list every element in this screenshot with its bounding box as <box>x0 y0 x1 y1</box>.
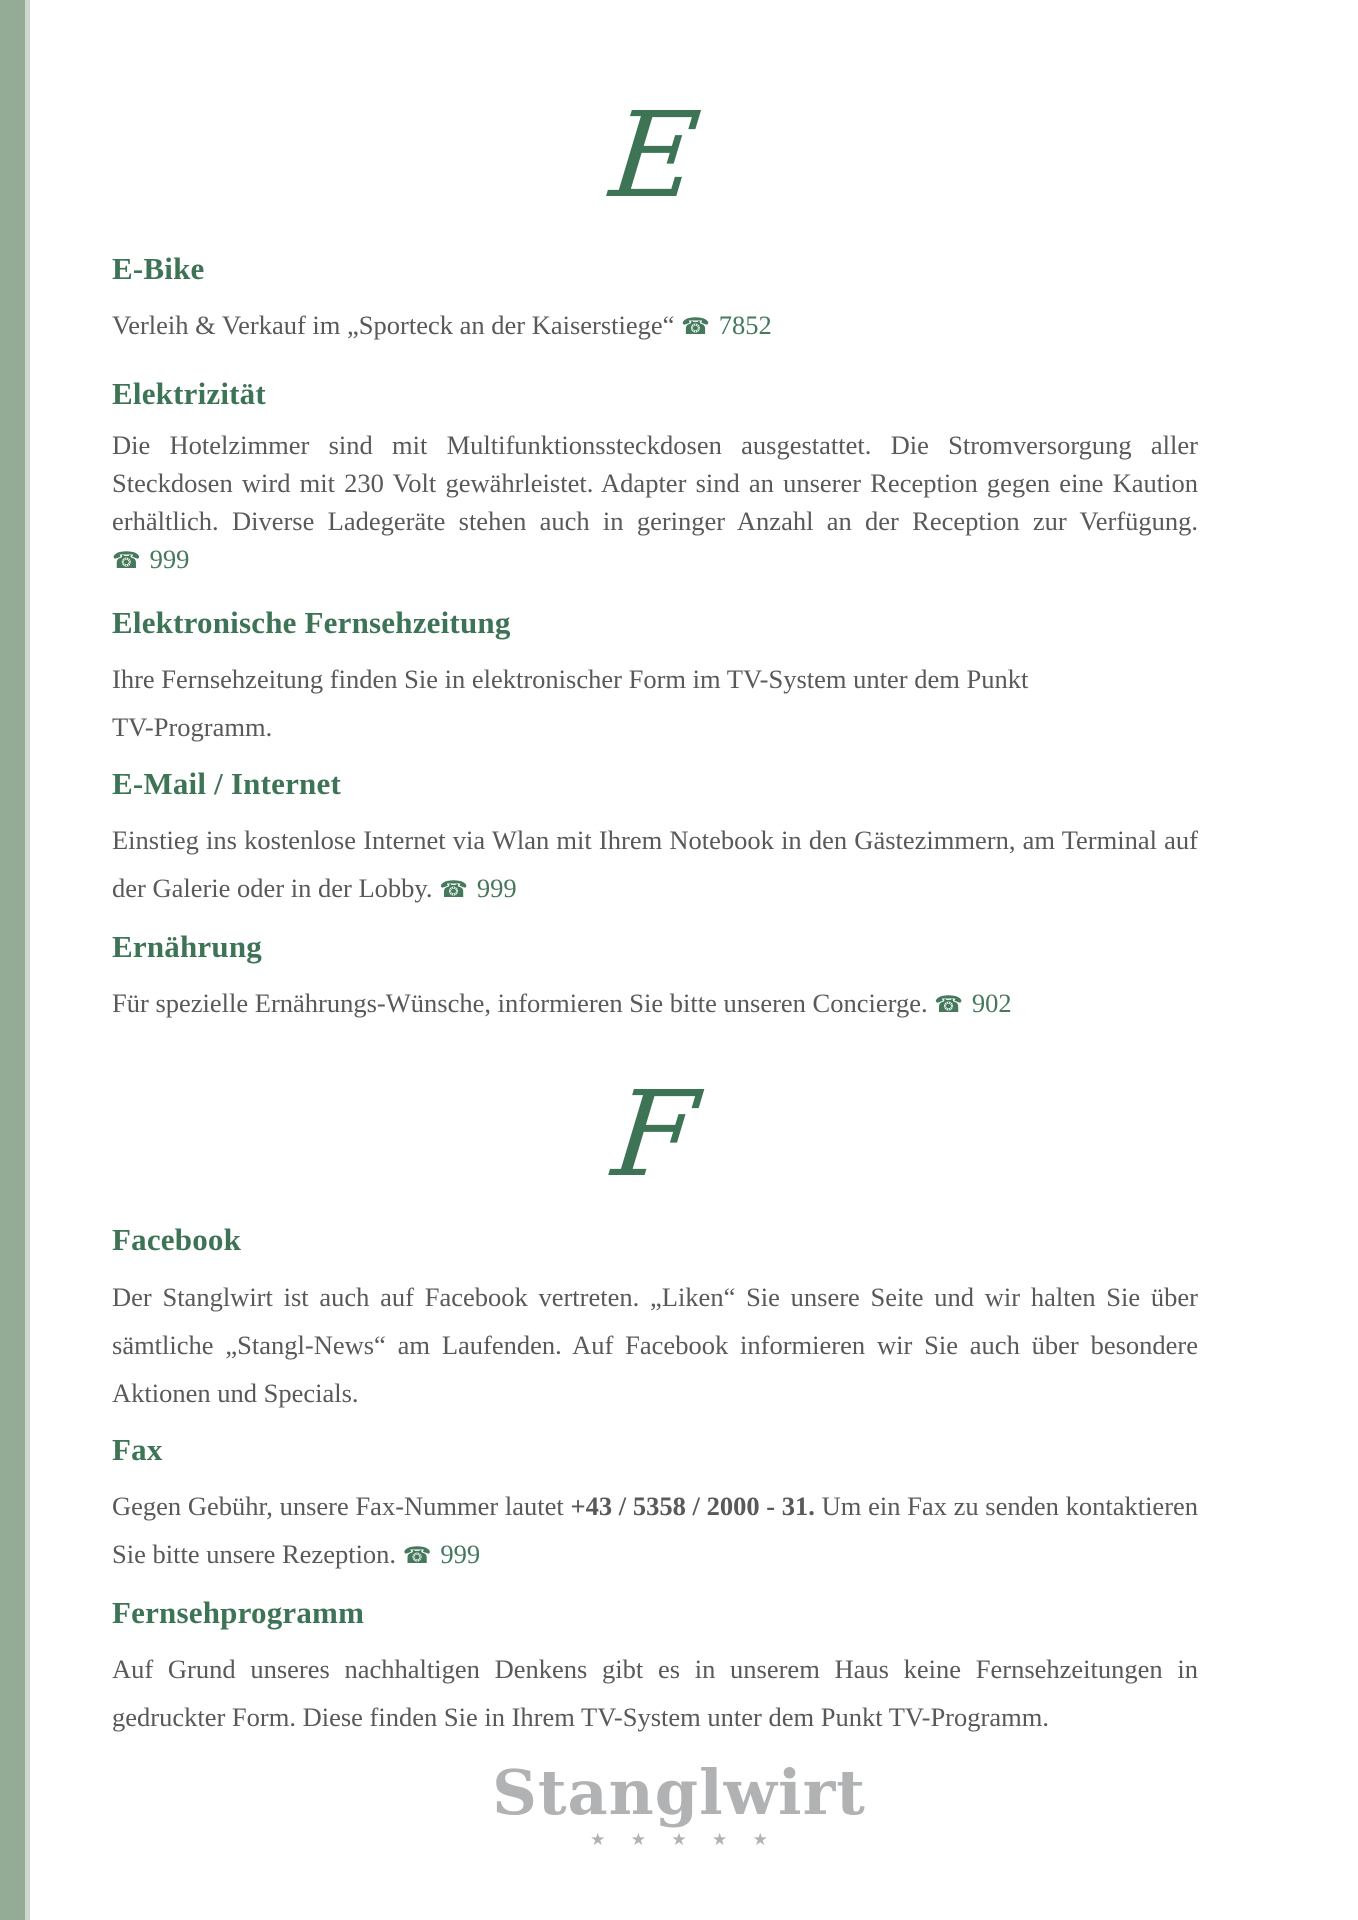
divider-letter-e: E <box>604 86 706 224</box>
section-heading-email-internet: E-Mail / Internet <box>112 766 341 802</box>
body-text: Verleih & Verkauf im „Sporteck an der Kaiserstiege“ <box>112 310 675 341</box>
section-body-facebook <box>112 1273 1198 1417</box>
phone-contact <box>681 310 772 340</box>
body-text: Einstieg ins kostenlose Internet via Wlan mit Ihrem Notebook in den Gästezimmern, am Terminal auf der Galerie oder in der Lobby. <box>112 825 1198 904</box>
page-content <box>112 0 1198 1741</box>
section-body-e-bike <box>112 301 1198 351</box>
phone-icon: ☎ <box>112 548 141 575</box>
body-text: Gegen Gebühr, unsere Fax-Nummer lautet <box>112 1490 564 1521</box>
phone-icon: ☎ <box>934 992 963 1019</box>
phone-number: 7852 <box>718 310 772 341</box>
section-body-elektrizitaet <box>112 426 1198 580</box>
section-body-elektronische-fernsehzeitung <box>112 655 1198 751</box>
left-green-margin-bar <box>0 0 30 1920</box>
phone-number: 999 <box>476 873 517 904</box>
section-heading-elektrizitaet: Elektrizität <box>112 376 266 412</box>
section-body-fax <box>112 1482 1198 1580</box>
phone-number: 999 <box>149 544 190 575</box>
section-heading-facebook: Facebook <box>112 1222 242 1258</box>
section-body-ernaehrung <box>112 979 1198 1029</box>
section-body-email-internet <box>112 816 1198 914</box>
phone-contact <box>934 988 1011 1018</box>
phone-contact <box>403 1539 480 1569</box>
body-text: Um ein Fax zu senden kontaktieren Sie bitte unsere Rezeption. <box>112 1490 1199 1569</box>
section-heading-fernsehprogramm: Fernsehprogramm <box>112 1594 365 1630</box>
section-heading-elektronische-fernsehzeitung: Elektronische Fernsehzeitung <box>112 605 511 641</box>
phone-icon: ☎ <box>402 1542 432 1569</box>
body-text-line2: TV-Programm. <box>112 712 273 743</box>
fax-number: +43 / 5358 / 2000 - 31. <box>570 1490 815 1521</box>
body-text: Der Stanglwirt ist auch auf Facebook vertreten. „Liken“ Sie unsere Seite und wir halten Sie über sämtliche „Stangl-News“ am Laufenden. Auf Facebook informieren wir Sie auch über besondere Aktionen und Specials. <box>112 1281 1198 1408</box>
section-heading-ernaehrung: Ernährung <box>112 929 262 965</box>
body-text: Die Hotelzimmer sind mit Multifunktionssteckdosen ausgestattet. Die Stromversorgung aller Steckdosen wird mit 230 Volt gewährleistet. Adapter sind an unserer Reception gegen eine Kaution erhältlich. Diverse Ladegeräte stehen auch in geringer Anzahl an der Reception zur Verfügung. <box>112 430 1198 537</box>
hotel-logo-stars: ★ ★ ★ ★ ★ <box>590 1830 778 1850</box>
phone-contact <box>439 873 516 903</box>
section-heading-fax: Fax <box>112 1431 163 1467</box>
section-heading-e-bike: E-Bike <box>112 251 205 286</box>
body-text-line1: Ihre Fernsehzeitung finden Sie in elektronischer Form im TV-System unter dem Punkt <box>112 664 1029 695</box>
body-text: Für spezielle Ernährungs-Wünsche, informieren Sie bitte unseren Concierge. <box>112 988 928 1019</box>
divider-letter-f: F <box>607 1065 704 1204</box>
phone-icon: ☎ <box>681 314 710 341</box>
hotel-logo-wordmark: Stanglwirt <box>492 1756 866 1829</box>
hotel-logo <box>0 1756 1358 1850</box>
phone-icon: ☎ <box>439 877 468 904</box>
phone-number: 999 <box>440 1538 481 1569</box>
section-body-fernsehprogramm <box>112 1645 1198 1741</box>
phone-number: 902 <box>971 988 1012 1019</box>
phone-contact <box>112 544 189 574</box>
body-text: Auf Grund unseres nachhaltigen Denkens gibt es in unserem Haus keine Fernsehzeitungen in gedruckter Form. Diese finden Sie in Ihrem TV-System unter dem Punkt TV-Programm. <box>112 1653 1198 1732</box>
